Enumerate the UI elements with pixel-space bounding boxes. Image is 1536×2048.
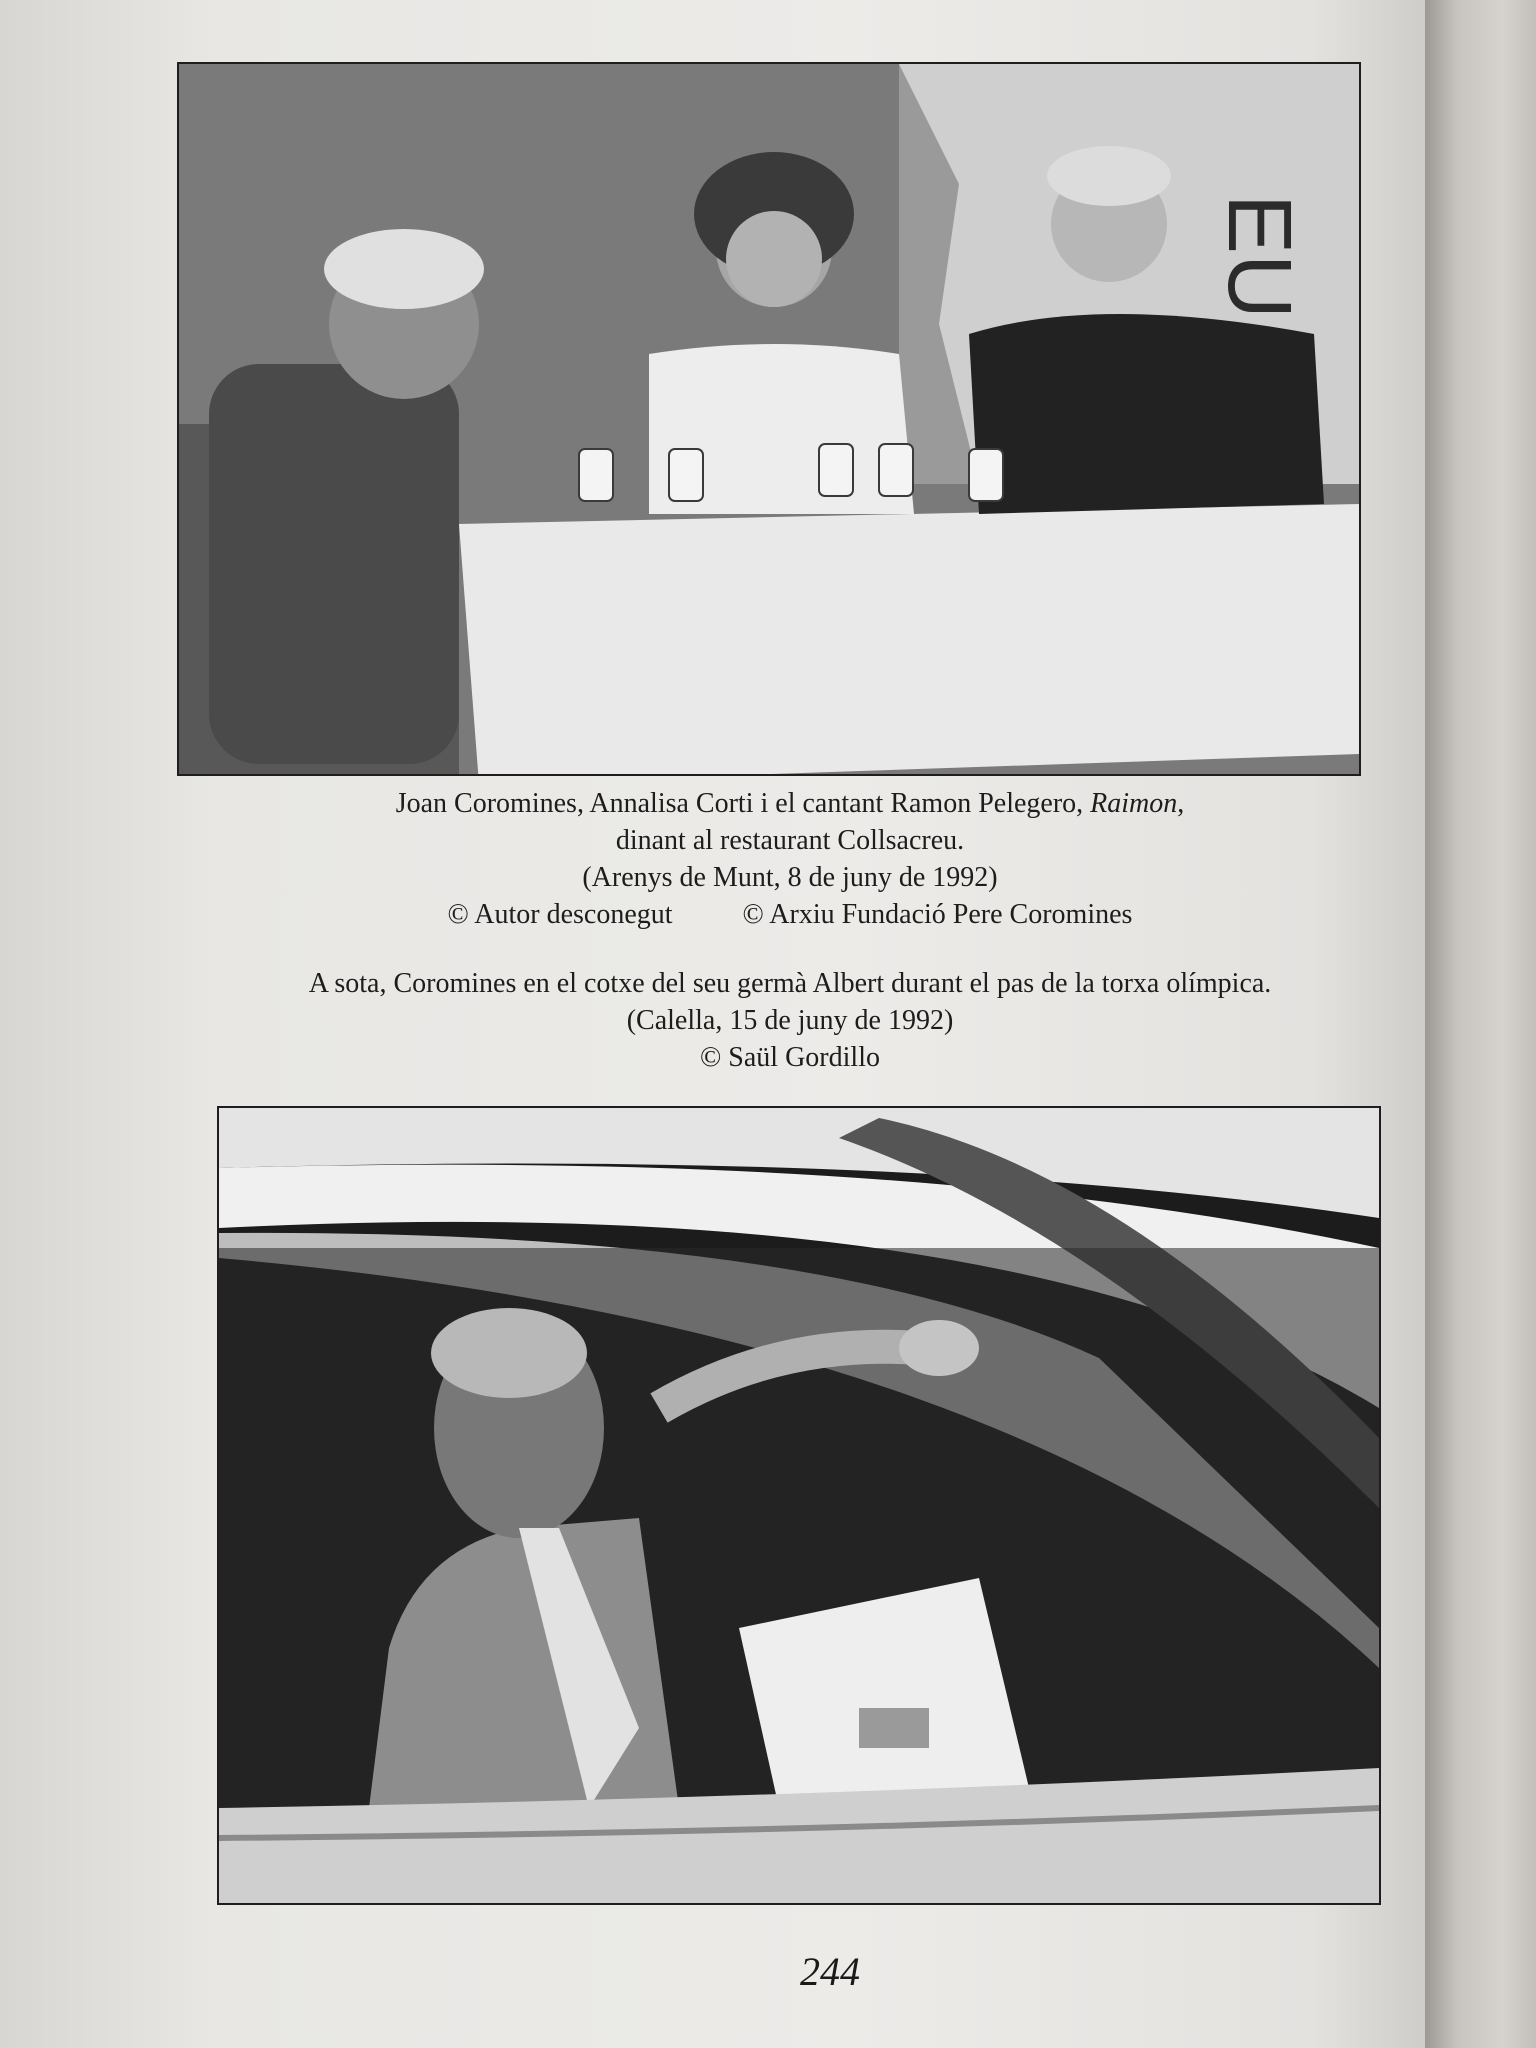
credit-left: © Autor desconegut <box>447 899 673 930</box>
caption-top-line1-suffix: , <box>1177 788 1185 819</box>
caption-top-line1-italic: Raimon <box>1090 788 1178 819</box>
restaurant-photo <box>177 62 1361 776</box>
caption-bottom-line3: © Saül Gordillo <box>700 1042 880 1073</box>
credit-right: © Arxiu Fundació Pere Coromines <box>742 899 1133 930</box>
book-spine-shadow <box>1425 0 1536 2048</box>
caption-top-line2: dinant al restaurant Collsacreu. <box>615 825 965 856</box>
wall-graffiti: EU <box>1209 194 1309 320</box>
caption-top <box>200 785 1380 933</box>
caption-bottom-line1: A sota, Coromines en el cotxe del seu germà Albert durant el pas de la torxa olímpica. <box>308 968 1272 999</box>
caption-top-line1-text: Joan Coromines, Annalisa Corti i el cantant Ramon Pelegero, <box>395 788 1091 819</box>
car-photo <box>217 1106 1381 1905</box>
caption-bottom <box>200 965 1380 1076</box>
caption-top-credits <box>200 896 1380 933</box>
caption-top-line1 <box>200 785 1380 822</box>
caption-top-line3: (Arenys de Munt, 8 de juny de 1992) <box>582 862 998 893</box>
page-number: 244 <box>800 1949 860 1994</box>
caption-bottom-line2: (Calella, 15 de juny de 1992) <box>626 1005 954 1036</box>
